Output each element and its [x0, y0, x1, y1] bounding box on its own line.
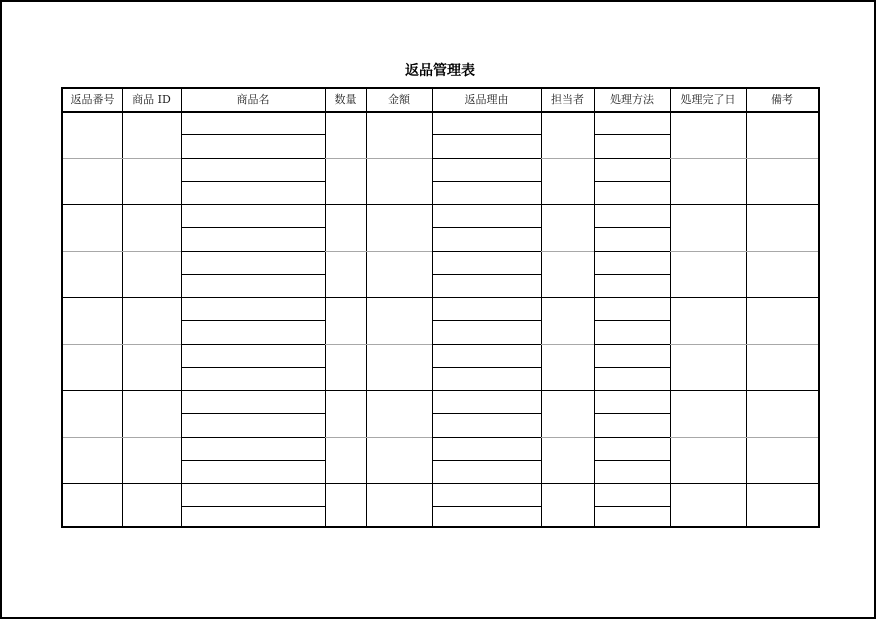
- column-header-remarks: 備考: [771, 93, 793, 106]
- subrow-divider: [181, 181, 325, 182]
- subrow-divider: [594, 227, 670, 228]
- subrow-divider: [181, 367, 325, 368]
- subrow-divider: [181, 344, 325, 345]
- column-header-person-in-charge: 担当者: [551, 93, 584, 106]
- subrow-divider: [181, 227, 325, 228]
- column-divider: [325, 89, 326, 526]
- column-header-amount: 金額: [388, 93, 410, 106]
- subrow-divider: [181, 251, 325, 252]
- subrow-divider: [432, 367, 541, 368]
- subrow-divider: [432, 413, 541, 414]
- subrow-divider: [432, 460, 541, 461]
- column-divider: [670, 89, 671, 526]
- subrow-divider: [594, 251, 670, 252]
- column-divider: [366, 89, 367, 526]
- subrow-divider: [181, 158, 325, 159]
- column-divider: [746, 89, 747, 526]
- return-management-table: [61, 87, 820, 528]
- column-header-quantity: 数量: [334, 93, 357, 106]
- row-divider: [63, 390, 818, 391]
- subrow-divider: [432, 274, 541, 275]
- subrow-divider: [594, 158, 670, 159]
- column-divider: [541, 89, 542, 526]
- subrow-divider: [432, 181, 541, 182]
- column-header-return-reason: 返品理由: [464, 93, 509, 106]
- subrow-divider: [594, 460, 670, 461]
- document-title: 返品管理表: [405, 63, 475, 79]
- column-divider: [122, 89, 123, 526]
- column-header-return-number: 返品番号: [70, 93, 115, 106]
- subrow-divider: [181, 506, 325, 507]
- subrow-divider: [432, 320, 541, 321]
- subrow-divider: [181, 437, 325, 438]
- subrow-divider: [432, 158, 541, 159]
- subrow-divider: [181, 413, 325, 414]
- row-divider: [63, 483, 818, 484]
- subrow-divider: [594, 274, 670, 275]
- subrow-divider: [432, 134, 541, 135]
- subrow-divider: [594, 320, 670, 321]
- subrow-divider: [181, 320, 325, 321]
- subrow-divider: [432, 251, 541, 252]
- subrow-divider: [594, 506, 670, 507]
- row-divider: [63, 204, 818, 205]
- subrow-divider: [594, 134, 670, 135]
- row-divider: [63, 297, 818, 298]
- subrow-divider: [181, 460, 325, 461]
- subrow-divider: [432, 506, 541, 507]
- column-header-product-name: 商品名: [236, 93, 270, 106]
- subrow-divider: [432, 344, 541, 345]
- subrow-divider: [594, 344, 670, 345]
- subrow-divider: [181, 274, 325, 275]
- subrow-divider: [594, 437, 670, 438]
- subrow-divider: [432, 437, 541, 438]
- subrow-divider: [432, 227, 541, 228]
- subrow-divider: [594, 181, 670, 182]
- subrow-divider: [181, 134, 325, 135]
- column-header-completion-date: 処理完了日: [680, 93, 736, 106]
- subrow-divider: [594, 367, 670, 368]
- column-header-product-id: 商品 ID: [132, 93, 171, 106]
- column-header-handling-method: 処理方法: [610, 93, 654, 106]
- subrow-divider: [594, 413, 670, 414]
- header-divider: [63, 111, 818, 113]
